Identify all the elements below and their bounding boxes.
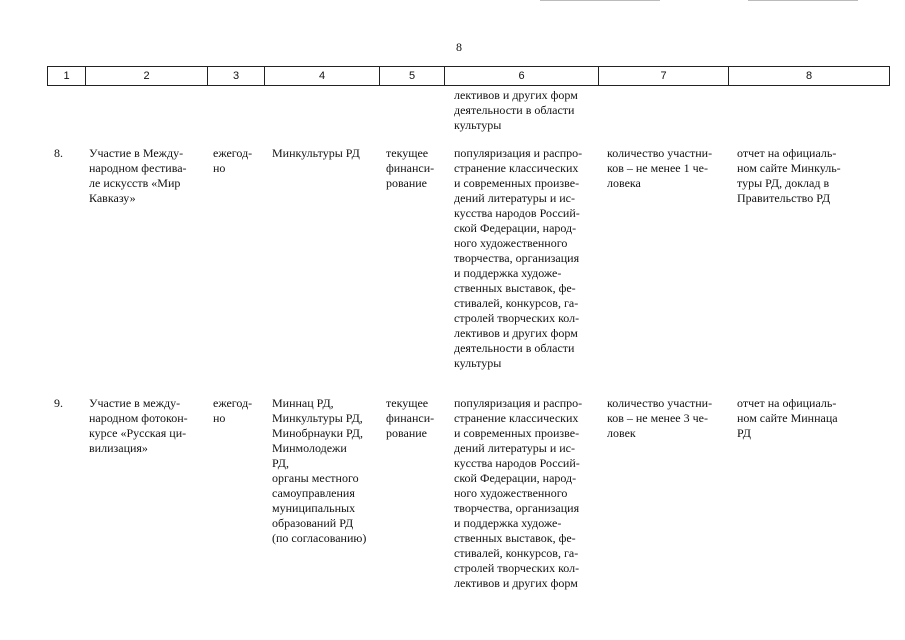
executors-cell: Минкультуры РД [272,146,360,160]
column-header-2: 2 [86,67,208,86]
column-header-4: 4 [265,67,380,86]
goal-cell: популяризация и распро- странение классических и современных произве- дений литературы и ис- кусства народов Россий- ской Федерации, народ- ного художественного творчества, организация и поддержка художе- ственных выставок, фе- стивалей, конкурсов, га- стролей творческих кол- лективов и других форм деятельности в области культуры [454,146,583,370]
funding-cell: текущее финанси- рование [386,396,435,440]
column-header-7: 7 [599,67,729,86]
funding-cell: текущее финанси- рование [386,146,435,190]
report-cell: отчет на официаль- ном сайте Миннаца РД [737,396,838,440]
indicator-cell: количество участни- ков – не менее 1 че- ловека [607,146,713,190]
column-header-6: 6 [445,67,599,86]
executors-cell: Миннац РД, Минкультуры РД, Минобрнауки РД, Минмолодежи РД, органы местного самоуправления муниципальных образований РД (по согласованию) [272,396,367,545]
column-header-8: 8 [729,67,890,86]
column-header-1: 1 [48,67,86,86]
top-edge-rule-right [748,0,858,1]
page-number: 8 [456,40,462,54]
goal-cell: популяризация и распро- странение классических и современных произве- дений литературы и ис- кусства народов Россий- ской Федерации, народ- ного художественного творчества, организация и поддержка художе- ственных выставок, фе- стивалей, конкурсов, га- стролей творческих кол- лективов и других форм [454,396,583,590]
report-cell: отчет на официаль- ном сайте Минкуль- туры РД, доклад в Правительство РД [737,146,841,205]
row-number: 8. [54,146,63,160]
indicator-cell: количество участни- ков – не менее 3 че- ловек [607,396,713,440]
event-name-cell: Участие в Между- народном фестива- ле искусств «Мир Кавказу» [89,146,187,205]
row-number: 9. [54,396,63,410]
event-name-cell: Участие в между- народном фотокон- курсе «Русская ци- вилизация» [89,396,188,455]
column-number-header [47,66,890,86]
term-cell: ежегод- но [213,146,253,175]
column-header-3: 3 [208,67,265,86]
column-header-5: 5 [380,67,445,86]
top-edge-rule [540,0,660,1]
term-cell: ежегод- но [213,396,253,425]
continuation-goal-cell: лективов и других форм деятельности в области культуры [454,88,578,132]
